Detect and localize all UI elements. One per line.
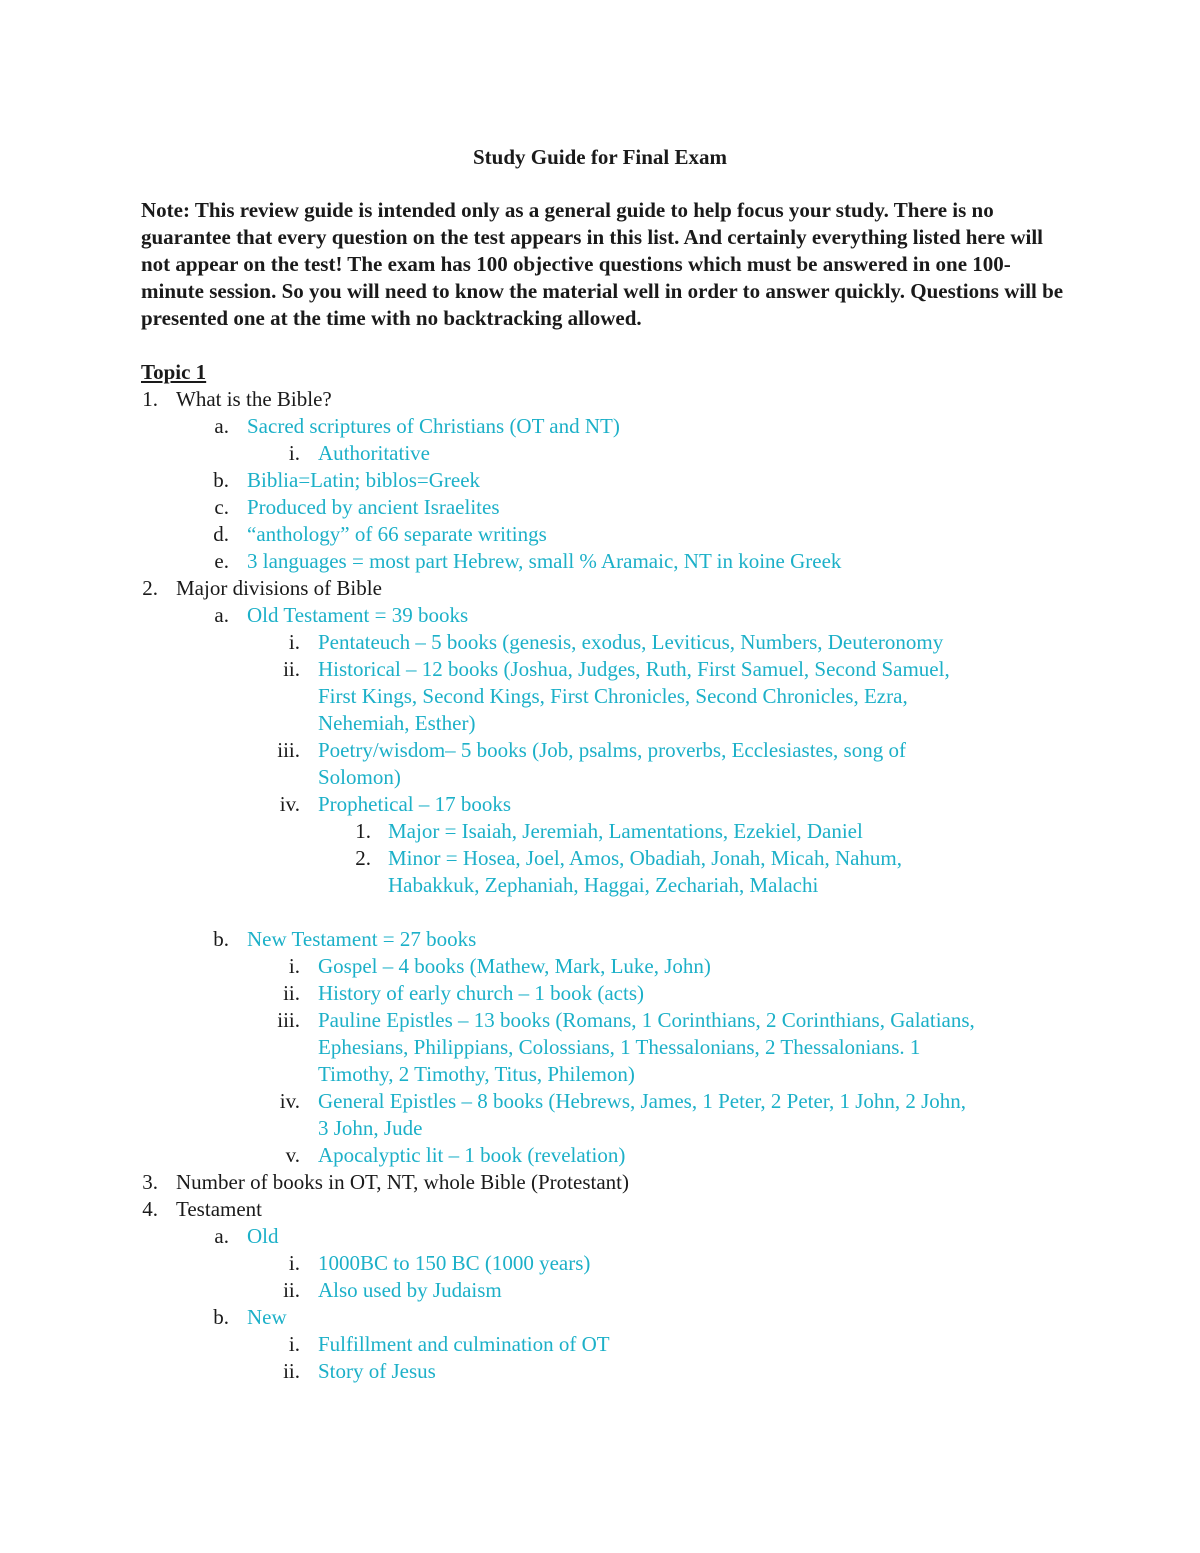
outline-text: Fulfillment and culmination of OT — [318, 1332, 610, 1356]
outline-marker: i. — [288, 441, 300, 465]
outline-text: 1000BC to 150 BC (1000 years) — [318, 1251, 591, 1275]
outline-text: Number of books in OT, NT, whole Bible (Protestant) — [176, 1170, 629, 1194]
outline-marker: 1. — [355, 819, 371, 843]
topic-heading: Topic 1 — [141, 360, 207, 384]
outline-marker: ii. — [283, 1359, 300, 1383]
outline-marker: b. — [213, 1305, 229, 1329]
outline-marker: a. — [214, 603, 229, 627]
outline-text: Old — [247, 1224, 279, 1248]
outline-text: Biblia=Latin; biblos=Greek — [247, 468, 481, 492]
outline-marker: iii. — [277, 1008, 300, 1032]
outline-text: Produced by ancient Israelites — [247, 495, 500, 519]
outline-marker: c. — [214, 495, 229, 519]
outline-marker: 3. — [142, 1170, 158, 1194]
outline-text: Major divisions of Bible — [176, 576, 382, 600]
outline-text: Nehemiah, Esther) — [318, 711, 476, 735]
outline-text: Authoritative — [318, 441, 430, 465]
outline-marker: b. — [213, 468, 229, 492]
outline-text: Timothy, 2 Timothy, Titus, Philemon) — [318, 1062, 635, 1086]
outline-marker: iii. — [277, 738, 300, 762]
outline-marker: 4. — [142, 1197, 158, 1221]
outline-marker: i. — [288, 954, 300, 978]
outline-marker: 2. — [142, 576, 158, 600]
outline-text: 3 John, Jude — [318, 1116, 423, 1140]
outline-text: Minor = Hosea, Joel, Amos, Obadiah, Jonah, Micah, Nahum, — [388, 846, 903, 870]
outline-marker: i. — [288, 630, 300, 654]
outline-marker: e. — [214, 549, 229, 573]
outline-text: Testament — [176, 1197, 262, 1221]
outline-text: Sacred scriptures of Christians (OT and NT) — [247, 414, 620, 438]
outline-marker: iv. — [279, 1089, 300, 1113]
outline-marker: ii. — [283, 981, 300, 1005]
outline-text: Major = Isaiah, Jeremiah, Lamentations, Ezekiel, Daniel — [388, 819, 863, 843]
outline-text: “anthology” of 66 separate writings — [247, 522, 547, 546]
outline-marker: b. — [213, 927, 229, 951]
outline-marker: 1. — [142, 387, 158, 411]
outline-text: Ephesians, Philippians, Colossians, 1 Thessalonians, 2 Thessalonians. 1 — [318, 1035, 921, 1059]
outline-text: Also used by Judaism — [318, 1278, 502, 1302]
note-paragraph: Note: This review guide is intended only as a general guide to help focus your study. There is no guarantee that every question on the test appears in this list. And certainly everything listed here will not appear on the test! The exam has 100 objective questions which must be answered in one 100-minute session. So you will need to know the material well in order to answer quickly. Questions will be presented one at the time with no backtracking allowed. — [141, 198, 1064, 330]
outline-text: First Kings, Second Kings, First Chronicles, Second Chronicles, Ezra, — [318, 684, 908, 708]
outline-text: Gospel – 4 books (Mathew, Mark, Luke, John) — [318, 954, 711, 978]
outline-marker: 2. — [355, 846, 371, 870]
outline-marker: i. — [288, 1332, 300, 1356]
outline-text: Old Testament = 39 books — [247, 603, 469, 627]
outline-text: Apocalyptic lit – 1 book (revelation) — [318, 1143, 626, 1167]
outline-text: General Epistles – 8 books (Hebrews, James, 1 Peter, 2 Peter, 1 John, 2 John, — [318, 1089, 967, 1113]
outline-marker: a. — [214, 414, 229, 438]
outline-text: Story of Jesus — [318, 1359, 436, 1383]
outline-text: Pauline Epistles – 13 books (Romans, 1 Corinthians, 2 Corinthians, Galatians, — [318, 1008, 975, 1032]
outline-text: Poetry/wisdom– 5 books (Job, psalms, proverbs, Ecclesiastes, song of — [318, 738, 906, 762]
outline-marker: v. — [285, 1143, 300, 1167]
outline-text: Pentateuch – 5 books (genesis, exodus, Leviticus, Numbers, Deuteronomy — [318, 630, 944, 654]
outline-text: Prophetical – 17 books — [318, 792, 512, 816]
outline-marker: ii. — [283, 657, 300, 681]
outline-text: New — [247, 1305, 287, 1329]
outline-text: 3 languages = most part Hebrew, small % Aramaic, NT in koine Greek — [247, 549, 842, 573]
outline-text: History of early church – 1 book (acts) — [318, 981, 644, 1005]
outline-text: What is the Bible? — [176, 387, 332, 411]
outline-marker: i. — [288, 1251, 300, 1275]
outline-marker: ii. — [283, 1278, 300, 1302]
outline-marker: a. — [214, 1224, 229, 1248]
page-title: Study Guide for Final Exam — [473, 145, 727, 169]
outline-text: Solomon) — [318, 765, 401, 789]
outline-marker: iv. — [279, 792, 300, 816]
outline-text: New Testament = 27 books — [247, 927, 477, 951]
outline-text: Historical – 12 books (Joshua, Judges, Ruth, First Samuel, Second Samuel, — [318, 657, 950, 681]
outline-marker: d. — [213, 522, 229, 546]
outline-text: Habakkuk, Zephaniah, Haggai, Zechariah, Malachi — [388, 873, 819, 897]
